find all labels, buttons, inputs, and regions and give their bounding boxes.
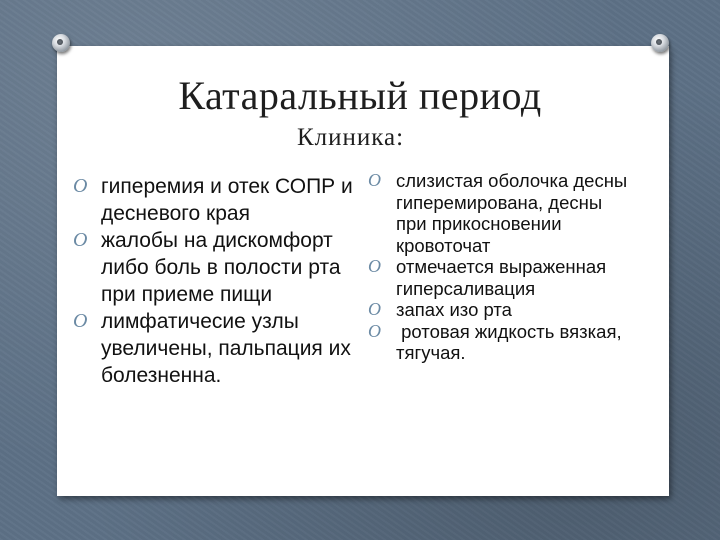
bullet-icon: O	[368, 170, 381, 190]
list-item	[368, 170, 628, 256]
bullet-icon: O	[73, 175, 88, 197]
list-item	[368, 321, 628, 364]
list-item-text: ротовая жидкость вязкая, тягучая.	[396, 320, 627, 363]
left-bullet-list	[73, 173, 373, 389]
bullet-icon: O	[73, 229, 88, 251]
list-item	[73, 308, 373, 389]
list-item-text: отмечается выраженная гиперсаливация	[396, 256, 607, 299]
bullet-icon: O	[368, 299, 381, 319]
slide-title: Катаральный период	[178, 73, 542, 118]
pushpin-icon	[651, 34, 669, 52]
list-item-text: гиперемия и отек СОПР и десневого края	[101, 175, 353, 225]
slide-subtitle: Клиника:	[297, 124, 405, 151]
pushpin-icon	[52, 34, 70, 52]
list-item-text: лимфатичесие узлы увеличены, пальпация их болезненна.	[101, 310, 351, 387]
bullet-icon: O	[368, 256, 381, 276]
list-item	[73, 173, 373, 227]
list-item-text: слизистая оболочка десны гиперемирована, десны при прикосновении кровоточат	[396, 170, 628, 256]
list-item	[368, 256, 628, 299]
list-item-text: запах изо рта	[396, 299, 512, 320]
bullet-icon: O	[368, 320, 381, 341]
list-item-text: жалобы на дискомфорт либо боль в полости рта при приеме пищи	[101, 229, 341, 306]
list-item	[73, 227, 373, 308]
right-bullet-list	[368, 170, 628, 364]
list-item	[368, 299, 628, 321]
bullet-icon: O	[73, 310, 88, 332]
